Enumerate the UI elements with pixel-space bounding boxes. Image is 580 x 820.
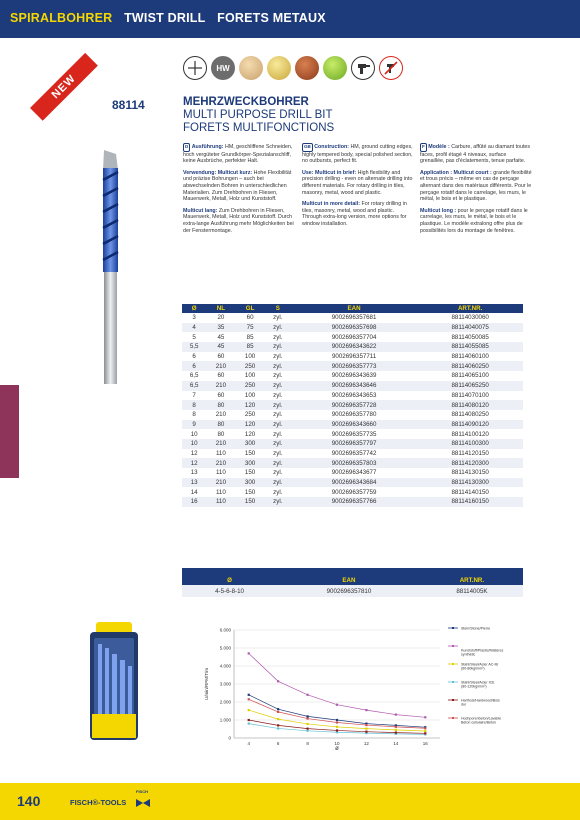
- cell-nl: 20: [206, 313, 235, 323]
- legend-label-line: (60-80kg/mm²): [461, 666, 485, 671]
- brand-name: FISCH®-TOOLS: [70, 798, 127, 807]
- hw-label: HW: [216, 63, 230, 73]
- y-tick-label: 5.000: [219, 645, 231, 651]
- data-point: [248, 723, 250, 725]
- article-number: 88114: [112, 98, 145, 112]
- legend-label-line: Stahl/Steel/Acier ICE: [461, 680, 495, 685]
- table-row: [182, 478, 523, 488]
- col-header-diameter: Ø: [182, 304, 206, 313]
- cell-artnr: 88114100120: [417, 429, 523, 439]
- cell-ean: 9002696357759: [291, 487, 417, 497]
- cell-s: zyl.: [265, 410, 291, 420]
- fr-p2: grande flexibilité et trous précis – même en cas de perçage alternant dans des matériaux différents. Pour le perçage rotatif dans le carrelage, les murs, le métal, le bois et le plastique.: [420, 169, 532, 203]
- col-header-s: S: [265, 304, 291, 313]
- cell-nl: 110: [206, 487, 235, 497]
- hw-icon: [211, 56, 235, 80]
- en-p3-head: Multicut in more detail:: [302, 201, 360, 208]
- chart-y-label: U/min/RPM/T/m: [204, 668, 209, 700]
- table-row: [182, 420, 523, 430]
- data-point: [365, 731, 367, 733]
- plastic-icon: [323, 56, 347, 80]
- no-hammer-icon: [379, 56, 403, 80]
- table-row: [182, 332, 523, 342]
- cell-ean: 9002696343677: [291, 468, 417, 478]
- cell-s: zyl.: [265, 497, 291, 507]
- legend-marker: [452, 699, 454, 701]
- cell-diameter: 8: [182, 400, 206, 410]
- cell-gl: 120: [235, 420, 264, 430]
- cell-gl: 150: [235, 449, 264, 459]
- data-point: [336, 721, 338, 723]
- cell-diameter: 6,5: [182, 371, 206, 381]
- cell-ean: 9002696357773: [291, 361, 417, 371]
- set-col-header-diameter: Ø: [182, 576, 277, 585]
- data-point: [424, 730, 426, 732]
- data-point: [336, 704, 338, 706]
- lang-badge-fr: F: [420, 143, 427, 152]
- table-row: [182, 487, 523, 497]
- cell-nl: 80: [206, 400, 235, 410]
- set-col-header-ean: EAN: [277, 576, 421, 585]
- cell-ean: 9002696357803: [291, 458, 417, 468]
- cell-diameter: 6: [182, 361, 206, 371]
- cell-gl: 75: [235, 323, 264, 333]
- table-row: [182, 352, 523, 362]
- cell-artnr: 88114065250: [417, 381, 523, 391]
- y-tick-label: 1.000: [219, 717, 231, 723]
- table-row: [182, 439, 523, 449]
- data-point: [306, 715, 308, 717]
- col-header-gl: GL: [235, 304, 264, 313]
- cell-gl: 100: [235, 391, 264, 401]
- cell-s: zyl.: [265, 468, 291, 478]
- cell-s: zyl.: [265, 381, 291, 391]
- en-p2-head: Use: Multicut in brief:: [302, 169, 357, 176]
- cell-nl: 80: [206, 429, 235, 439]
- legend-label-line: Kunststoff/Plastic/Matières: [461, 648, 504, 653]
- cell-artnr: 88114100300: [417, 439, 523, 449]
- data-point: [395, 714, 397, 716]
- lang-badge-de: D: [183, 143, 190, 152]
- set-diameter-cell: 4-5-6-8-10: [182, 585, 277, 597]
- legend-label: [461, 680, 495, 688]
- fish-logo-icon: [136, 799, 150, 807]
- cell-s: zyl.: [265, 371, 291, 381]
- cell-gl: 100: [235, 371, 264, 381]
- fr-p2-head: Application : Multicut court :: [420, 169, 492, 176]
- cell-s: zyl.: [265, 429, 291, 439]
- cell-nl: 45: [206, 332, 235, 342]
- power-drill-icon: [351, 56, 375, 80]
- table-row: [182, 400, 523, 410]
- cell-artnr: 88114120150: [417, 449, 523, 459]
- cell-artnr: 88114040075: [417, 323, 523, 333]
- cell-ean: 9002696343660: [291, 420, 417, 430]
- data-point: [306, 723, 308, 725]
- cell-artnr: 88114120300: [417, 458, 523, 468]
- cell-artnr: 88114055085: [417, 342, 523, 352]
- cell-s: zyl.: [265, 458, 291, 468]
- material-icons: [183, 56, 403, 82]
- cell-artnr: 88114050085: [417, 332, 523, 342]
- cell-ean: 9002696357698: [291, 323, 417, 333]
- cell-artnr: 88114070100: [417, 391, 523, 401]
- cell-s: zyl.: [265, 313, 291, 323]
- en-p1-head: Construction:: [314, 144, 349, 150]
- fr-p1: Carbure, affûté au diamant toutes faces, profil étagé 4 niveaux, surface grenaillée, pas d'éclatements, tenue parfaite.: [420, 144, 531, 165]
- chart-x-label: ø: [335, 746, 339, 750]
- legend-label: [461, 698, 500, 706]
- cell-nl: 210: [206, 458, 235, 468]
- data-point: [395, 732, 397, 734]
- legend-label: [461, 626, 490, 630]
- cell-s: zyl.: [265, 478, 291, 488]
- cell-diameter: 13: [182, 468, 206, 478]
- text-column-fr: [420, 143, 532, 239]
- data-point: [277, 711, 279, 713]
- cell-nl: 80: [206, 420, 235, 430]
- data-point: [336, 729, 338, 731]
- data-point: [365, 724, 367, 726]
- cell-artnr: 88114030060: [417, 313, 523, 323]
- y-tick-label: 6.000: [219, 627, 231, 633]
- de-p2-head: Verwendung: Multicut kurz:: [183, 169, 253, 176]
- data-point: [395, 729, 397, 731]
- cell-artnr: 88114140150: [417, 487, 523, 497]
- side-tab: [0, 385, 19, 478]
- x-tick-label: 6: [276, 741, 280, 746]
- data-point: [306, 728, 308, 730]
- cell-diameter: 8: [182, 410, 206, 420]
- data-point: [248, 719, 250, 721]
- cell-gl: 120: [235, 400, 264, 410]
- x-tick-label: 12: [363, 741, 369, 746]
- x-tick-label: 8: [306, 741, 309, 746]
- cell-nl: 210: [206, 410, 235, 420]
- chart-series: [248, 652, 427, 735]
- legend-label-line: Béton cellulaire/Béton: [461, 720, 496, 725]
- cell-diameter: 16: [182, 497, 206, 507]
- cell-nl: 110: [206, 497, 235, 507]
- cell-s: zyl.: [265, 420, 291, 430]
- cell-ean: 9002696343646: [291, 381, 417, 391]
- table-row: [182, 410, 523, 420]
- cell-artnr: 88114065100: [417, 371, 523, 381]
- table-row: [182, 342, 523, 352]
- fr-p3: pour le perçage rotatif dans le carrelage, les murs, le métal, le bois et le plastique. Le modèle extralong offre plus de possibilités lors du montage de fenêtres.: [420, 207, 528, 234]
- legend-label-line: Stahl/Steel/Acier AC-IB: [461, 662, 498, 667]
- lang-badge-en: GB: [302, 143, 313, 152]
- chart-y-ticks: [220, 628, 232, 741]
- cell-gl: 85: [235, 342, 264, 352]
- cell-s: zyl.: [265, 332, 291, 342]
- legend-marker: [452, 663, 454, 665]
- y-tick-label: 2.000: [219, 699, 231, 705]
- de-p2: Hohe Flexibilität und präzise Bohrungen – auch bei abwechselnden Bohren in unterschiedlichen Materialien. Zum Drehbohren in Fliesen, Mauerwerk, Metall, Holz und Kunststoff.: [183, 169, 292, 203]
- table-row: [182, 371, 523, 381]
- brick-icon: [295, 56, 319, 80]
- y-tick-label: 3.000: [219, 681, 231, 687]
- cell-gl: 150: [235, 497, 264, 507]
- cell-ean: 9002696357780: [291, 410, 417, 420]
- cell-gl: 150: [235, 487, 264, 497]
- header-title: [10, 11, 334, 25]
- cell-nl: 110: [206, 468, 235, 478]
- set-table: [182, 568, 523, 597]
- cell-s: zyl.: [265, 352, 291, 362]
- data-point: [277, 724, 279, 726]
- cell-s: zyl.: [265, 361, 291, 371]
- data-point: [248, 694, 250, 696]
- cell-ean: 9002696343653: [291, 391, 417, 401]
- table-row: [182, 429, 523, 439]
- header-title-fr: FORETS METAUX: [217, 11, 326, 25]
- cell-gl: 300: [235, 478, 264, 488]
- cell-nl: 60: [206, 391, 235, 401]
- cell-ean: 9002696357766: [291, 497, 417, 507]
- legend-label-line: (80-120kg/mm²): [461, 684, 487, 689]
- en-p2: High flexibility and precision drilling - even on alternate drilling into different materials. For rotary drilling in tiles, masonry, metal, wood and plastic.: [302, 169, 413, 196]
- cell-artnr: 88114060250: [417, 361, 523, 371]
- cell-artnr: 88114080120: [417, 400, 523, 410]
- legend-marker: [452, 645, 454, 647]
- de-p3: Zum Drehbohren in Fliesen, Mauerwerk, Metall, Holz und Kunststoff. Durch extra-lange Ausführung mehr Möglichkeiten bei der Fenstermontage.: [183, 207, 294, 234]
- cell-ean: 9002696357728: [291, 400, 417, 410]
- legend-marker: [452, 681, 454, 683]
- cell-ean: 9002696357735: [291, 429, 417, 439]
- col-header-nl: NL: [206, 304, 235, 313]
- legend-label: [461, 649, 503, 657]
- cell-diameter: 7: [182, 391, 206, 401]
- rpm-chart: [200, 622, 576, 750]
- table-row: [182, 458, 523, 468]
- data-point: [277, 718, 279, 720]
- set-ean-cell: 9002696357810: [277, 585, 421, 597]
- cell-diameter: 5: [182, 332, 206, 342]
- cell-gl: 120: [235, 429, 264, 439]
- set-col-header-artnr: ART.NR.: [421, 576, 523, 585]
- wood-icon: [239, 56, 263, 80]
- table-row: [182, 391, 523, 401]
- cell-diameter: 4: [182, 323, 206, 333]
- table-row: [182, 381, 523, 391]
- x-tick-label: 16: [422, 741, 428, 746]
- product-title: [183, 96, 334, 135]
- data-point: [424, 732, 426, 734]
- fisch-logo-text: FISCH: [136, 789, 148, 794]
- col-header-artnr: ART.NR.: [417, 304, 523, 313]
- data-point: [306, 694, 308, 696]
- cell-diameter: 14: [182, 487, 206, 497]
- set-table-topbar: [182, 568, 523, 576]
- cell-nl: 210: [206, 381, 235, 391]
- metal-icon: [267, 56, 291, 80]
- data-point: [395, 726, 397, 728]
- legend-marker: [452, 627, 454, 629]
- cell-diameter: 13: [182, 478, 206, 488]
- cell-gl: 100: [235, 352, 264, 362]
- data-point: [365, 728, 367, 730]
- table-row: [182, 585, 523, 597]
- cell-diameter: 9: [182, 420, 206, 430]
- cell-s: zyl.: [265, 342, 291, 352]
- specs-table-header: [182, 304, 523, 313]
- legend-marker: [452, 717, 454, 719]
- de-p3-head: Multicut lang:: [183, 207, 218, 214]
- table-row: [182, 497, 523, 507]
- data-point: [248, 709, 250, 711]
- fr-p1-head: Modèle :: [428, 144, 450, 150]
- new-ribbon: NEW: [30, 53, 98, 121]
- cell-nl: 110: [206, 449, 235, 459]
- cell-gl: 300: [235, 458, 264, 468]
- en-p3: For rotary drilling in tiles, masonry, metal, wood and plastic. Through extra-long version, more options for window installation.: [302, 201, 407, 227]
- title-fr: FORETS MULTIFONCTIONS: [183, 122, 335, 134]
- text-column-en: [302, 143, 414, 233]
- data-point: [277, 727, 279, 729]
- cell-ean: 9002696343639: [291, 371, 417, 381]
- cell-nl: 210: [206, 361, 235, 371]
- x-tick-label: 14: [393, 741, 399, 746]
- cell-diameter: 12: [182, 458, 206, 468]
- cell-artnr: 88114160150: [417, 497, 523, 507]
- cell-gl: 60: [235, 313, 264, 323]
- cell-diameter: 6: [182, 352, 206, 362]
- cell-diameter: 5,5: [182, 342, 206, 352]
- legend-label: [461, 716, 501, 724]
- de-p1-head: Ausführung:: [191, 144, 224, 150]
- set-table-header: [182, 576, 523, 585]
- cell-diameter: 10: [182, 429, 206, 439]
- y-tick-label: 0: [228, 735, 231, 741]
- cell-nl: 45: [206, 342, 235, 352]
- data-point: [277, 708, 279, 710]
- cell-s: zyl.: [265, 391, 291, 401]
- cell-gl: 300: [235, 439, 264, 449]
- title-en: MULTI PURPOSE DRILL BIT: [183, 109, 333, 121]
- header-title-de: SPIRALBOHRER: [10, 11, 113, 25]
- cell-s: zyl.: [265, 400, 291, 410]
- cell-artnr: 88114090120: [417, 420, 523, 430]
- data-point: [424, 727, 426, 729]
- text-column-de: [183, 143, 295, 239]
- cell-nl: 210: [206, 439, 235, 449]
- data-point: [424, 716, 426, 718]
- cell-diameter: 3: [182, 313, 206, 323]
- cell-gl: 85: [235, 332, 264, 342]
- cell-diameter: 6,5: [182, 381, 206, 391]
- set-artnr-cell: 88114005K: [421, 585, 523, 597]
- data-point: [277, 680, 279, 682]
- table-row: [182, 361, 523, 371]
- col-header-ean: EAN: [291, 304, 417, 313]
- cell-ean: 9002696343622: [291, 342, 417, 352]
- cell-gl: 150: [235, 468, 264, 478]
- cell-gl: 250: [235, 410, 264, 420]
- chart-legend: [448, 626, 503, 724]
- cell-diameter: 10: [182, 439, 206, 449]
- data-point: [336, 726, 338, 728]
- cell-artnr: 88114130300: [417, 478, 523, 488]
- cell-nl: 35: [206, 323, 235, 333]
- drill-set-case-image: [86, 622, 142, 744]
- header-title-en: TWIST DRILL: [124, 11, 206, 25]
- cell-gl: 250: [235, 361, 264, 371]
- cell-ean: 9002696357704: [291, 332, 417, 342]
- table-row: [182, 323, 523, 333]
- cell-gl: 250: [235, 381, 264, 391]
- cell-nl: 210: [206, 478, 235, 488]
- cell-ean: 9002696343684: [291, 478, 417, 488]
- x-tick-label: 10: [334, 741, 340, 746]
- drill-bit-image: [92, 148, 128, 388]
- table-row: [182, 313, 523, 323]
- data-point: [248, 698, 250, 700]
- title-de: MEHRZWECKBOHRER: [183, 96, 309, 108]
- cell-ean: 9002696357797: [291, 439, 417, 449]
- cell-ean: 9002696357681: [291, 313, 417, 323]
- data-point: [306, 717, 308, 719]
- cell-s: zyl.: [265, 449, 291, 459]
- cell-nl: 60: [206, 352, 235, 362]
- en-p1: HM, ground cutting edges, highly tempered body, special polished section, no outbursts, perfect fit.: [302, 144, 413, 165]
- data-point: [248, 652, 250, 654]
- legend-label-line: Stein/Stone/Pierre: [461, 626, 491, 631]
- cell-artnr: 88114060100: [417, 352, 523, 362]
- legend-label-line: synthétic: [461, 652, 476, 657]
- cell-nl: 60: [206, 371, 235, 381]
- legend-label-line: dur: [461, 702, 467, 707]
- y-tick-label: 4.000: [219, 663, 231, 669]
- cell-s: zyl.: [265, 323, 291, 333]
- fr-p3-head: Multicut long :: [420, 207, 457, 214]
- legend-label-line: Hartholz/Hardwood/Bois: [461, 698, 500, 703]
- table-row: [182, 468, 523, 478]
- specs-table: [182, 304, 523, 507]
- cell-ean: 9002696357742: [291, 449, 417, 459]
- legend-label-line: Hochporenbeton/Lavable: [461, 716, 502, 721]
- center-mark-icon: [183, 56, 207, 80]
- cell-ean: 9002696357711: [291, 352, 417, 362]
- legend-label: [461, 662, 499, 670]
- cell-s: zyl.: [265, 439, 291, 449]
- cell-s: zyl.: [265, 487, 291, 497]
- table-row: [182, 449, 523, 459]
- cell-diameter: 12: [182, 449, 206, 459]
- set-table-topbar-cell: [182, 568, 523, 576]
- data-point: [336, 719, 338, 721]
- cell-artnr: 88114080250: [417, 410, 523, 420]
- page-number: 140: [17, 793, 41, 809]
- fisch-logo: [136, 789, 150, 812]
- data-point: [365, 709, 367, 711]
- data-point: [306, 730, 308, 732]
- de-p1: HM, geschliffene Schneiden, hoch vergüteter Grundkörper-Spezialanschliff, keine Ausbrüche, perfekter Halt.: [183, 144, 293, 165]
- x-tick-label: 4: [247, 741, 250, 746]
- cell-artnr: 88114130150: [417, 468, 523, 478]
